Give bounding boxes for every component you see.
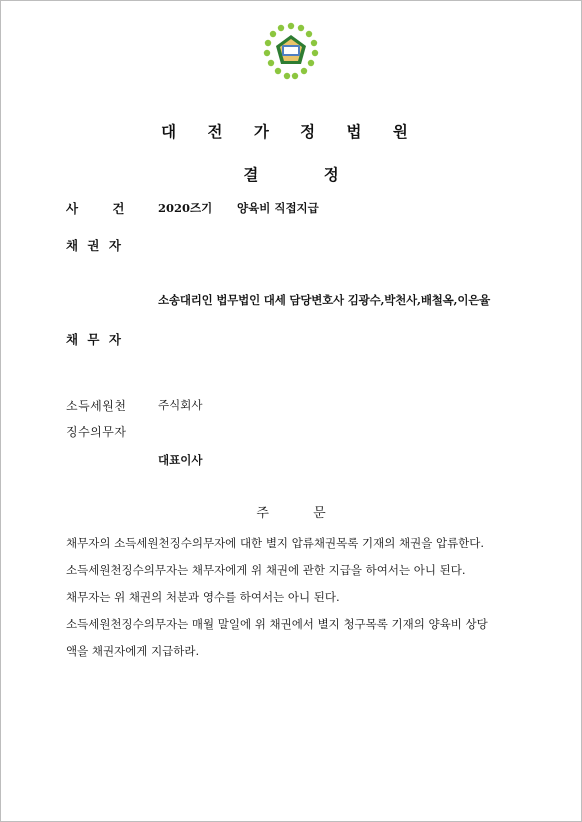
order-line-3: 채무자는 위 채권의 처분과 영수를 하여서는 아니 된다. — [66, 590, 340, 604]
document-title: 결 정 — [243, 165, 339, 184]
withholder-label-line1: 소득세원천 — [66, 399, 127, 413]
withholder-ceo: 대표이사 — [158, 453, 203, 467]
order-heading: 주 문 — [256, 506, 326, 521]
order-line-1: 채무자의 소득세원천징수의무자에 대한 별지 압류채권목록 기재의 채권을 압류한다. — [66, 536, 485, 550]
case-name: 양육비 직접지급 — [237, 201, 319, 215]
order-line-4: 소득세원천징수의무자는 매월 말일에 위 채권에서 별지 청구목록 기재의 양육비 상당 — [66, 617, 488, 631]
order-line-5: 액을 채권자에게 지급하라. — [66, 644, 200, 658]
case-label: 사 건 — [66, 201, 125, 216]
withholder-company: 주식회사 — [158, 398, 203, 412]
court-name: 대 전 가 정 법 원 — [161, 122, 421, 141]
withholder-label-line2: 징수의무자 — [66, 425, 127, 439]
case-number: 2020즈기 — [158, 201, 213, 215]
creditor-representative: 소송대리인 법무법인 대세 담당변호사 김광수,박천사,배철옥,이은율 — [158, 293, 491, 307]
order-line-2: 소득세원천징수의무자는 채무자에게 위 채권에 관한 지급을 하여서는 아니 된다. — [66, 563, 466, 577]
court-emblem — [261, 21, 321, 81]
creditor-label: 채 권 자 — [66, 238, 121, 253]
debtor-label: 채 무 자 — [66, 332, 121, 347]
court-emblem-icon — [261, 21, 321, 81]
